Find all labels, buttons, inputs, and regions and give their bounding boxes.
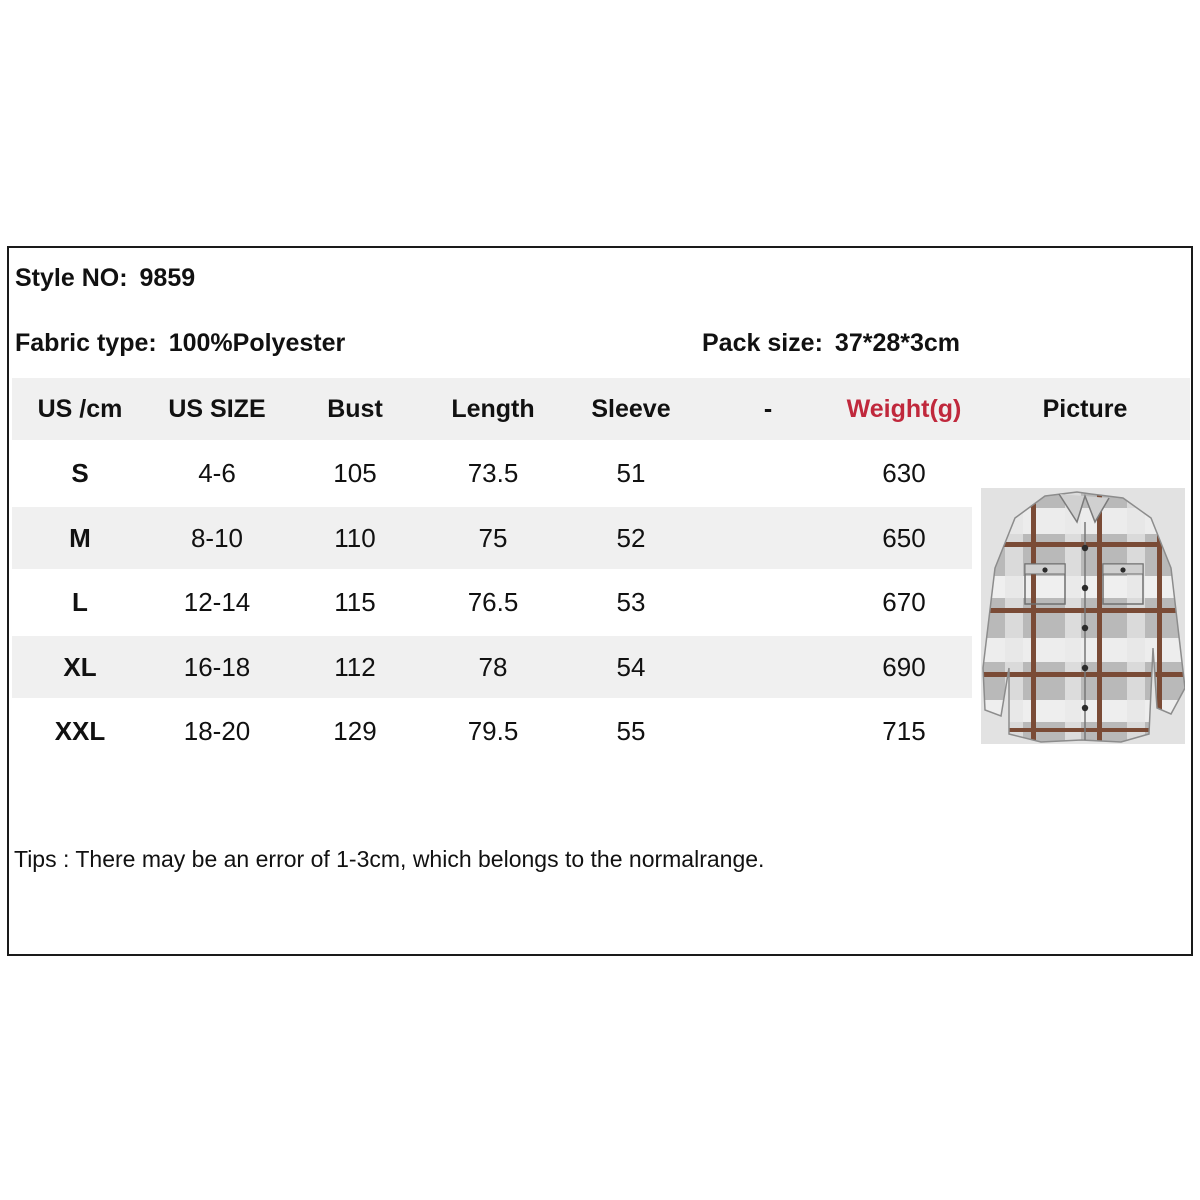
table-header-row [12, 378, 1190, 440]
bust-cell: 129 [333, 716, 377, 746]
sleeve-cell: 52 [616, 523, 646, 553]
weight-cell: 630 [882, 458, 926, 488]
pack-size-label: Pack size: [702, 329, 823, 357]
fabric-type-label: Fabric type: [15, 329, 157, 357]
sleeve-cell: 53 [616, 587, 646, 617]
table-row [12, 571, 972, 633]
length-cell: 78 [478, 652, 508, 682]
size-cell: XL [63, 652, 97, 682]
weight-cell: 715 [882, 716, 926, 746]
bust-cell: 115 [334, 587, 376, 617]
length-cell: 79.5 [467, 716, 519, 746]
header-sleeve: Sleeve [591, 395, 671, 423]
table-row [12, 636, 972, 698]
length-cell: 76.5 [467, 587, 519, 617]
size-cell: L [72, 587, 88, 617]
length-cell: 75 [478, 523, 508, 553]
sleeve-cell: 51 [616, 458, 646, 488]
header-length: Length [451, 395, 535, 423]
sleeve-cell: 54 [616, 652, 646, 682]
size-cell: M [69, 523, 91, 553]
sleeve-cell: 55 [616, 716, 646, 746]
header-us-cm: US /cm [37, 395, 123, 423]
table-row [12, 700, 972, 762]
table-row [12, 507, 972, 569]
style-number-line [15, 264, 195, 293]
us-size-cell: 16-18 [183, 652, 251, 682]
size-chart-panel [7, 246, 1193, 956]
style-number-value: 9859 [139, 264, 196, 292]
weight-cell: 690 [882, 652, 926, 682]
pack-size-value: 37*28*3cm [834, 329, 961, 357]
bust-cell: 110 [334, 523, 376, 553]
size-cell: XXL [54, 716, 106, 746]
plaid-shirt-jacket-photo [981, 488, 1185, 744]
pack-size-line [702, 329, 960, 358]
us-size-cell: 8-10 [190, 523, 244, 553]
header-bust: Bust [327, 395, 383, 423]
weight-cell: 650 [882, 523, 926, 553]
weight-cell: 670 [882, 587, 926, 617]
bust-cell: 112 [334, 652, 376, 682]
header-dash: - [763, 395, 773, 423]
us-size-cell: 18-20 [183, 716, 251, 746]
plaid-shirt-icon [981, 488, 1185, 744]
size-cell: S [71, 458, 89, 488]
tips-note: Tips : There may be an error of 1-3cm, which belongs to the normalrange. [14, 846, 765, 872]
bust-cell: 105 [333, 458, 377, 488]
fabric-type-value: 100%Polyester [168, 329, 346, 357]
style-number-label: Style NO: [15, 264, 128, 292]
header-weight: Weight(g) [846, 395, 962, 423]
us-size-cell: 12-14 [183, 587, 251, 617]
table-row [12, 442, 972, 504]
us-size-cell: 4-6 [198, 458, 236, 488]
length-cell: 73.5 [467, 458, 519, 488]
fabric-type-line [15, 329, 345, 358]
header-us-size: US SIZE [168, 395, 266, 423]
header-picture: Picture [1042, 395, 1128, 423]
